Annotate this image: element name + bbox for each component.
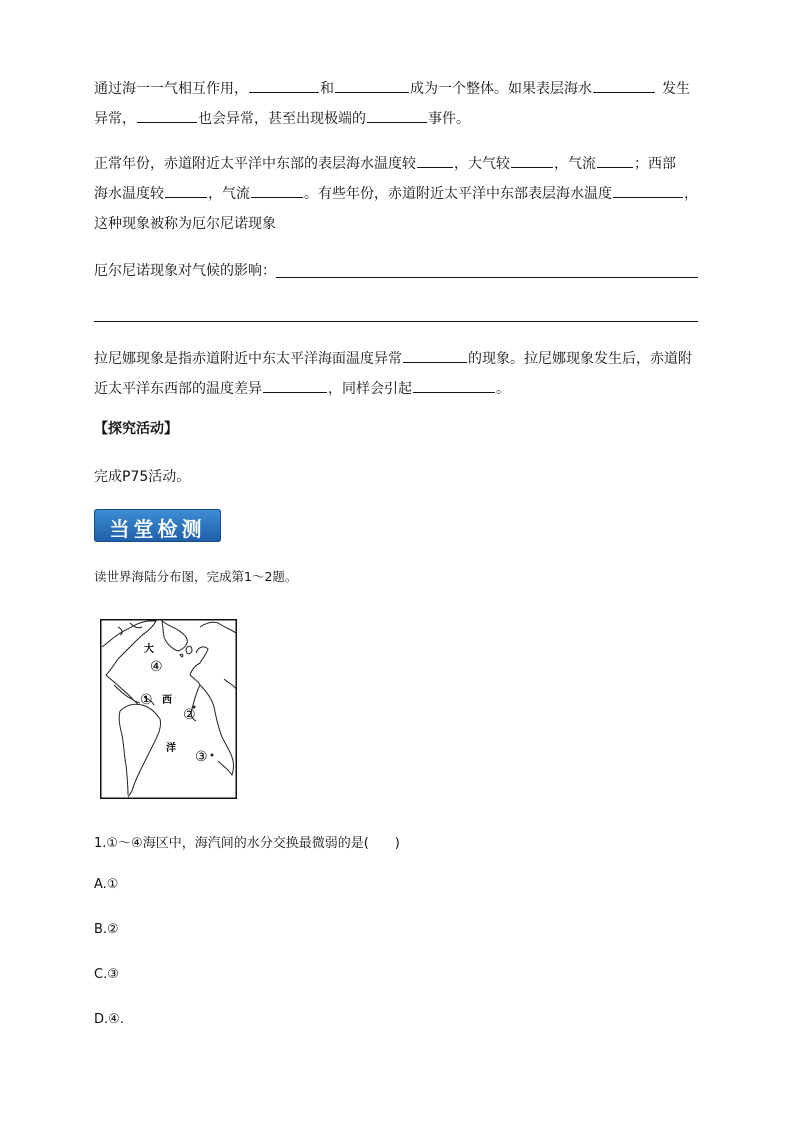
blank-13[interactable] xyxy=(263,376,327,393)
p4-text-c: 近太平洋东西部的温度差异 xyxy=(94,381,262,397)
label-da: 大 xyxy=(144,644,154,655)
label-n3: ③ xyxy=(195,749,208,765)
blank-4[interactable] xyxy=(137,106,197,123)
blank-12[interactable] xyxy=(403,346,467,363)
option-d[interactable]: D.④. xyxy=(94,1012,124,1027)
p1-text-e: 异常， xyxy=(94,111,136,127)
label-yang: 洋 xyxy=(166,743,176,754)
p2-text-h: ， xyxy=(684,186,698,202)
p2-text-e: 海水温度较 xyxy=(94,186,164,202)
p2-text-b: ，大气较 xyxy=(454,156,510,172)
p3-label: 厄尔尼诺现象对气候的影响： xyxy=(94,263,276,279)
blank-10[interactable] xyxy=(251,181,303,198)
world-sea-land-map xyxy=(100,619,237,799)
label-n4: ④ xyxy=(150,659,163,675)
label-n2: ② xyxy=(183,707,196,723)
blank-9[interactable] xyxy=(165,181,207,198)
blank-8[interactable] xyxy=(597,151,633,168)
p1-text-g: 事件。 xyxy=(428,111,470,127)
option-b[interactable]: B.② xyxy=(94,922,119,937)
blank-3[interactable] xyxy=(593,76,655,93)
p2-text-a: 正常年份，赤道附近太平洋中东部的表层海水温度较 xyxy=(94,156,416,172)
p4-text-a: 拉尼娜现象是指赤道附近中东太平洋海面温度异常 xyxy=(94,351,402,367)
blank-2[interactable] xyxy=(335,76,409,93)
label-xi: 西 xyxy=(162,695,172,706)
coast-dot-3 xyxy=(211,754,214,757)
answer-line-2[interactable] xyxy=(94,321,698,322)
paragraph-el-nino xyxy=(94,149,710,239)
p1-text-b: 和 xyxy=(320,81,334,97)
p2-text-d: ；西部 xyxy=(634,156,676,172)
p2-text-f: ，气流 xyxy=(208,186,250,202)
p1-text-a: 通过海一一气相互作用， xyxy=(94,81,248,97)
p4-text-d: ，同样会引起 xyxy=(328,381,412,397)
paragraph-la-nina xyxy=(94,344,710,404)
badge-label: 当堂检测 xyxy=(109,517,206,541)
p1-text-f: 也会异常，甚至出现极端的 xyxy=(198,111,366,127)
blank-1[interactable] xyxy=(249,76,319,93)
activity-text: 完成P75活动。 xyxy=(94,469,191,485)
p4-text-e: 。 xyxy=(496,381,510,397)
map-intro-text: 读世界海陆分布图，完成第1～2题。 xyxy=(94,569,298,584)
section-title: 【探究活动】 xyxy=(94,421,178,437)
p2-text-c: ，气流 xyxy=(554,156,596,172)
paragraph-sea-air-interaction xyxy=(94,74,710,134)
question-1-stem: 1.①～④海区中，海汽间的水分交换最微弱的是( ) xyxy=(94,836,400,851)
label-n1: ① xyxy=(140,692,153,708)
p2-text-i: 这种现象被称为厄尔尼诺现象 xyxy=(94,216,276,232)
option-c[interactable]: C.③ xyxy=(94,967,119,982)
blank-11[interactable] xyxy=(613,181,683,198)
option-a[interactable]: A.① xyxy=(94,877,119,892)
paragraph-el-nino-effect xyxy=(94,256,710,286)
p1-text-d: 发生 xyxy=(662,81,690,97)
in-class-test-badge xyxy=(94,509,221,542)
p1-text-c: 成为一个整体。如果表层海水 xyxy=(410,81,592,97)
p2-text-g: 。有些年份，赤道附近太平洋中东部表层海水温度 xyxy=(304,186,612,202)
blank-7[interactable] xyxy=(511,151,553,168)
blank-14[interactable] xyxy=(413,376,495,393)
blank-6[interactable] xyxy=(417,151,453,168)
answer-line-1[interactable] xyxy=(276,277,698,278)
p4-text-b: 的现象。拉尼娜现象发生后，赤道附 xyxy=(468,351,692,367)
blank-5[interactable] xyxy=(367,106,427,123)
